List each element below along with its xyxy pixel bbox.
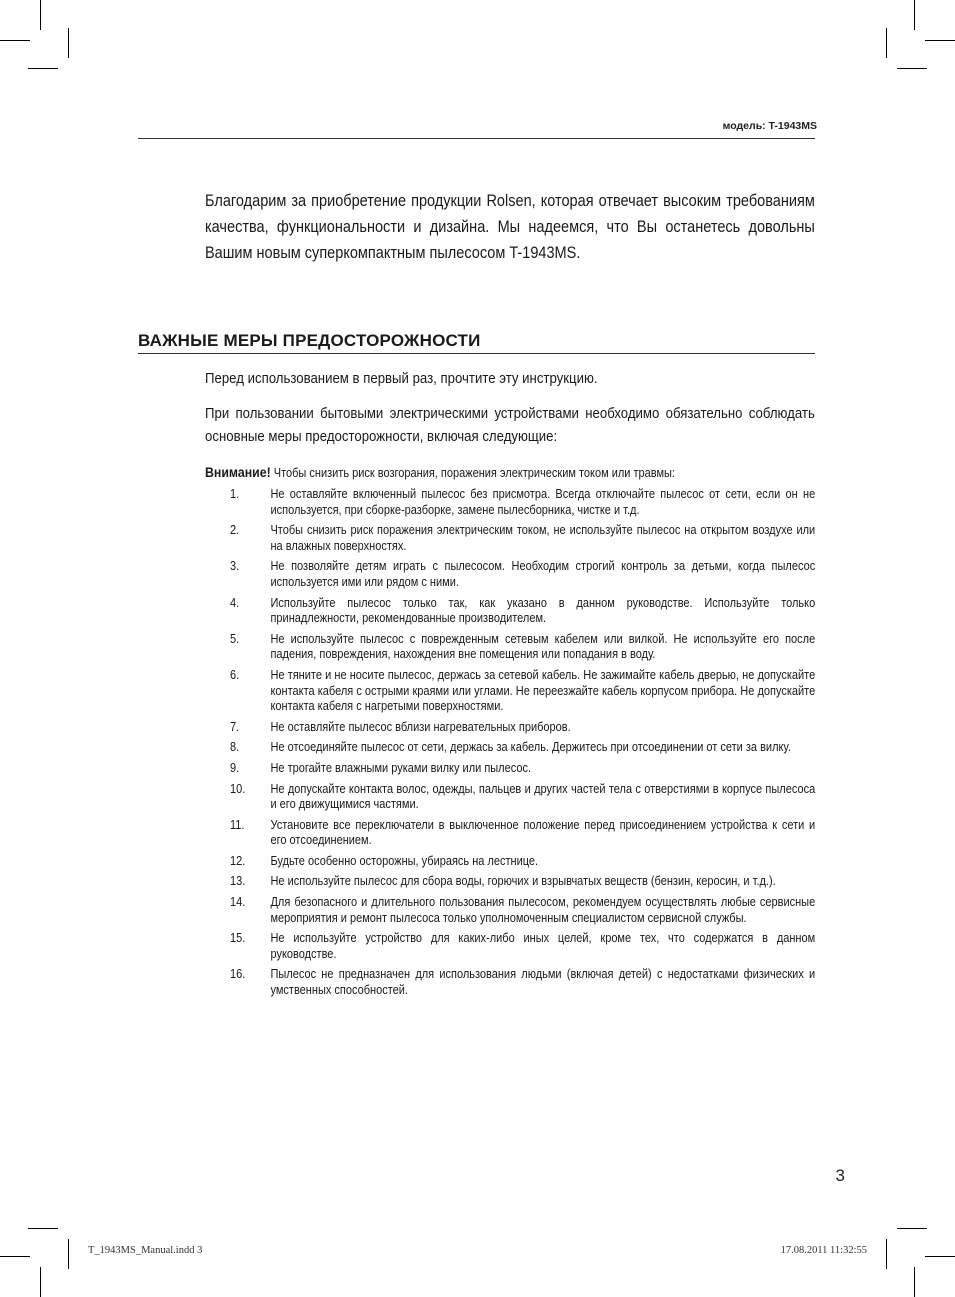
footer-file-name: T_1943MS_Manual.indd 3 (88, 1245, 203, 1256)
list-item (230, 895, 815, 926)
intro-paragraph: Благодарим за приобретение продукции Rolsen, которая отвечает высоким требованиям качества, функциональности и дизайна. Мы надеемся, что Вы останетесь довольны Вашим новым суперкомпактным пылесосом T-1943MS. (205, 192, 815, 262)
item-text: Будьте особенно осторожны, убираясь на лестнице. (270, 853, 539, 868)
item-text: Пылесос не предназначен для использования людьми (включая детей) с недостатками физических и умственных способностей. (270, 967, 816, 998)
crop-mark (897, 68, 927, 69)
list-item (230, 818, 815, 849)
item-number: 9. (230, 760, 240, 775)
crop-mark (886, 28, 887, 58)
item-text: Установите все переключатели в выключенное положение перед присоединением устройства к сети и его отсоединением. (270, 817, 816, 848)
crop-mark (0, 1256, 30, 1257)
crop-mark (914, 0, 915, 30)
header-rule (138, 138, 815, 139)
item-number: 5. (230, 631, 240, 646)
section-title: ВАЖНЫЕ МЕРЫ ПРЕДОСТОРОЖНОСТИ (138, 331, 481, 350)
list-item (230, 931, 815, 962)
list-item (230, 720, 815, 736)
instruction-paragraph: Перед использованием в первый раз, прочтите эту инструкцию. (205, 370, 598, 387)
item-number: 15. (230, 931, 246, 946)
list-item (230, 523, 815, 554)
warning-label: Внимание! (205, 464, 271, 480)
precautions-list (230, 487, 815, 1004)
item-number: 16. (230, 967, 246, 982)
item-number: 3. (230, 559, 240, 574)
section-rule (138, 353, 815, 354)
item-text: Используйте пылесос только так, как указано в данном руководстве. Используйте только принадлежности, рекомендованные производителем. (270, 595, 816, 626)
item-text: Для безопасного и длительного пользования пылесосом, рекомендуем осуществлять любые сервисные мероприятия и ремонт пылесоса только уполномоченным специалистом сервисной службы. (270, 895, 816, 925)
item-text: Не используйте пылесос для сбора воды, горючих и взрывчатых веществ (бензин, керосин, и т.д.). (270, 874, 776, 889)
item-number: 8. (230, 740, 240, 755)
crop-mark (68, 28, 69, 58)
crop-mark (925, 1256, 955, 1257)
footer-timestamp: 17.08.2011 11:32:55 (780, 1245, 867, 1256)
crop-mark (886, 1239, 887, 1269)
item-number: 10. (230, 781, 246, 796)
list-item (230, 632, 815, 663)
crop-mark (28, 68, 58, 69)
item-number: 6. (230, 667, 240, 682)
item-number: 14. (230, 895, 246, 910)
item-number: 11. (230, 817, 245, 832)
page-number: 3 (835, 1166, 845, 1185)
item-text: Не оставляйте пылесос вблизи нагревательных приборов. (270, 719, 571, 734)
item-text: Не допускайте контакта волос, одежды, пальцев и других частей тела с отверстиями в корпусе пылесоса и его движущимися частями. (270, 781, 816, 812)
list-item (230, 782, 815, 813)
crop-mark (40, 0, 41, 30)
warning-text: Чтобы снизить риск возгорания, поражения электрическим током или травмы: (270, 466, 675, 480)
model-label: модель: T-1943MS (722, 120, 817, 132)
item-number: 13. (230, 874, 246, 889)
item-text: Не отсоединяйте пылесос от сети, держась за кабель. Держитесь при отсоединении от сети за вилку. (270, 740, 791, 755)
warning-line (205, 463, 815, 482)
crop-mark (897, 1228, 927, 1229)
item-text: Не используйте пылесос с поврежденным сетевым кабелем или вилкой. Не используйте его после падения, повреждения, нахождения вне помещения или попадания в воду. (270, 631, 816, 662)
list-item (230, 668, 815, 715)
list-item (230, 487, 815, 518)
item-text: Не позволяйте детям играть с пылесосом. Необходим строгий контроль за детьми, когда пылесос используется ими или рядом с ними. (270, 559, 816, 589)
item-number: 4. (230, 595, 240, 610)
item-number: 12. (230, 853, 246, 868)
item-number: 2. (230, 523, 240, 538)
crop-mark (40, 1267, 41, 1297)
item-number: 1. (230, 487, 240, 501)
crop-mark (68, 1239, 69, 1269)
list-item (230, 596, 815, 627)
item-text: Не используйте устройство для каких-либо иных целей, кроме тех, что содержатся в данном руководстве. (270, 931, 816, 961)
item-text: Не тяните и не носите пылесос, держась за сетевой кабель. Не зажимайте кабель дверью, не допускайте контакта кабеля с острыми краями или углами. Не переезжайте кабель корпусом прибора. Не допускайте контакта кабеля с нагретыми поверхностями. (270, 667, 816, 714)
list-item (230, 967, 815, 998)
list-item (230, 854, 815, 870)
precautions-paragraph: При пользовании бытовыми электрическими устройствами необходимо обязательно соблюдать основные меры предосторожности, включая следующие: (205, 405, 815, 445)
list-item (230, 559, 815, 590)
item-text: Не трогайте влажными руками вилку или пылесос. (270, 760, 532, 775)
crop-mark (914, 1267, 915, 1297)
item-text: Не оставляйте включенный пылесос без присмотра. Всегда отключайте пылесос от сети, если он не используется, при сборке-разборке, замене пылесборника, чистке и т.д. (270, 487, 816, 517)
crop-mark (28, 1228, 58, 1229)
list-item (230, 874, 815, 890)
crop-mark (0, 40, 30, 41)
item-number: 7. (230, 719, 240, 734)
list-item (230, 761, 815, 777)
item-text: Чтобы снизить риск поражения электрическим током, не используйте пылесос на открытом воздухе или на влажных поверхностях. (270, 523, 816, 553)
crop-mark (925, 40, 955, 41)
list-item (230, 740, 815, 756)
